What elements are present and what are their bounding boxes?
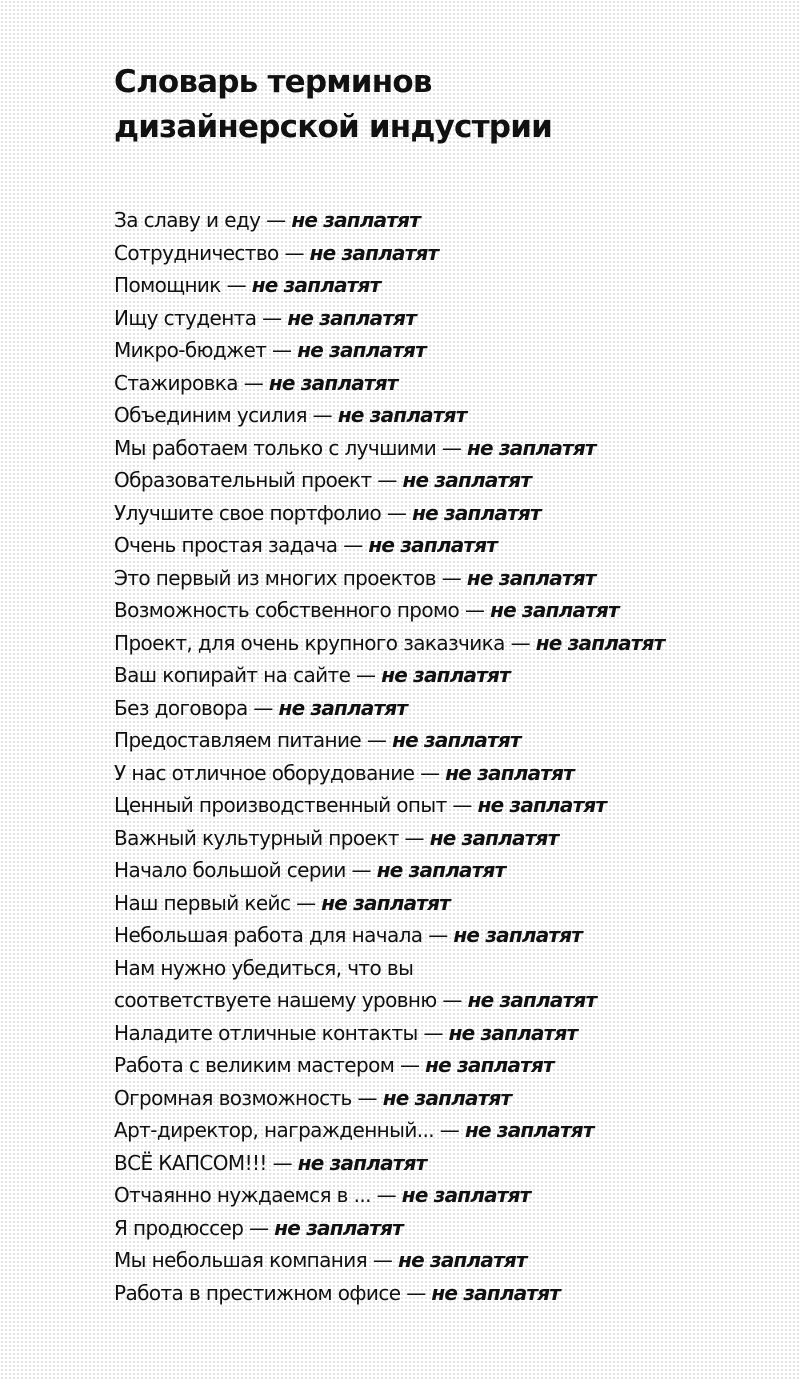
term-text: Отчаянно нуждаемся в ... [114,1183,371,1207]
em-dash: — [296,890,316,915]
term-text: Важный культурный проект [114,825,399,850]
punchline-text: не заплатят [376,858,506,882]
term-text: Наш первый кейс [114,890,291,915]
punchline-text: не заплатят [398,1248,527,1272]
term-text: Небольшая работа для начала [114,923,423,947]
em-dash: — [406,1280,426,1305]
list-item [114,594,664,627]
em-dash: — [399,1053,420,1077]
punchline-text: не заплатят [429,825,559,850]
punchline-text: не заплатят [402,468,532,492]
term-text: У нас отличное оборудование [114,760,415,785]
list-item [114,334,664,367]
title-line-1: Словарь терминов [114,64,432,100]
term-text: Наладите отличные контакты [114,1020,418,1045]
term-list [114,204,664,1309]
em-dash: — [452,793,472,817]
list-item [114,1147,664,1180]
em-dash: — [284,240,304,265]
em-dash: — [404,825,424,850]
page-title [114,60,794,150]
em-dash: — [441,565,462,590]
punchline-text: не заплатят [464,1118,594,1142]
term-text: ВСЁ КАПСОМ!!! [114,1150,267,1175]
punchline-text: не заплатят [268,370,398,395]
punchline-text: не заплатят [274,1215,403,1240]
em-dash: — [357,1085,377,1110]
em-dash: — [243,370,264,395]
term-text: Объединим усилия [114,403,307,427]
list-item [114,887,664,920]
em-dash: — [377,468,397,492]
term-text: Ваш копирайт на сайте [114,663,351,687]
em-dash: — [386,500,407,525]
punchline-text: не заплатят [445,760,574,785]
punchline-text: не заплатят [448,1020,578,1045]
punchline-text: не заплатят [278,695,408,720]
list-item [114,1082,664,1115]
glossary-page [114,60,794,1305]
em-dash: — [343,533,363,557]
term-text: Арт-директор, награжденный... [114,1118,435,1142]
list-item [114,627,664,660]
punchline-text: не заплатят [401,1183,531,1207]
term-text: Очень простая задача [114,533,338,557]
list-item [114,822,664,855]
term-text: Мы работаем только с лучшими [114,435,437,460]
em-dash: — [439,1118,460,1142]
list-item [114,1244,664,1277]
punchline-text: не заплатят [431,1280,561,1305]
list-item [114,302,664,335]
term-text: Предоставляем питание [114,728,362,752]
term-text: Работа с великим мастером [114,1053,395,1077]
term-text: Возможность собственного промо [114,598,460,622]
term-text: Без договора [114,695,248,720]
list-item [114,529,664,562]
punchline-text: не заплатят [297,1150,427,1175]
term-text: Нам нужно убедиться, что вы [114,955,414,980]
list-item [114,984,664,1017]
list-item [114,919,664,952]
list-item [114,432,664,465]
term-text: Начало большой серии [114,858,346,882]
punchline-text: не заплатят [381,663,510,687]
term-text: Это первый из многих проектов [114,565,436,590]
list-item [114,1049,664,1082]
list-item [114,724,664,757]
punchline-text: не заплатят [297,338,426,362]
punchline-text: не заплатят [309,240,439,265]
em-dash: — [262,305,282,330]
punchline-text: не заплатят [467,988,597,1012]
term-text: соответствуете нашему уровню [114,988,437,1012]
punchline-text: не заплатят [453,923,583,947]
list-item [114,399,664,432]
list-item [114,367,664,400]
list-item [114,1179,664,1212]
em-dash: — [356,663,376,687]
term-text: Я продюссер [114,1215,244,1240]
em-dash: — [312,403,333,427]
em-dash: — [253,695,273,720]
list-item [114,1277,664,1310]
em-dash: — [510,630,530,655]
term-text: Ищу студента [114,305,257,330]
list-item [114,204,664,237]
list-item [114,659,664,692]
punchline-text: не заплатят [287,305,416,330]
list-item [114,1212,664,1245]
em-dash: — [428,923,448,947]
punchline-text: не заплатят [535,630,665,655]
list-item [114,854,664,887]
em-dash: — [226,273,246,297]
list-item [114,952,664,985]
em-dash: — [420,760,440,785]
punchline-text: не заплатят [412,500,541,525]
term-text: Стажировка [114,370,238,395]
term-text: Улучшите свое портфолио [114,500,382,525]
em-dash: — [376,1183,397,1207]
term-text: Проект, для очень крупного заказчика [114,630,505,655]
punchline-text: не заплатят [467,435,596,460]
em-dash: — [464,598,485,622]
em-dash: — [351,858,371,882]
punchline-text: не заплатят [392,728,521,752]
list-item [114,562,664,595]
list-item [114,237,664,270]
em-dash: — [266,208,286,232]
punchline-text: не заплатят [337,403,467,427]
em-dash: — [423,1020,443,1045]
list-item [114,757,664,790]
punchline-text: не заплатят [321,890,450,915]
punchline-text: не заплатят [425,1053,554,1077]
list-item [114,464,664,497]
term-text: Работа в престижном офисе [114,1280,401,1305]
term-text: Сотрудничество [114,240,279,265]
term-text: Мы небольшая компания [114,1248,368,1272]
em-dash: — [372,1248,393,1272]
term-text: За славу и еду [114,208,261,232]
punchline-text: не заплатят [466,565,596,590]
list-item [114,789,664,822]
em-dash: — [442,988,462,1012]
list-item [114,269,664,302]
em-dash: — [272,338,292,362]
list-item [114,1114,664,1147]
em-dash: — [249,1215,269,1240]
em-dash: — [366,728,387,752]
punchline-text: не заплатят [477,793,607,817]
em-dash: — [441,435,462,460]
punchline-text: не заплатят [251,273,381,297]
term-text: Огромная возможность [114,1085,352,1110]
em-dash: — [272,1150,292,1175]
list-item [114,497,664,530]
term-text: Образовательный проект [114,468,372,492]
term-text: Ценный производственный опыт [114,793,447,817]
punchline-text: не заплатят [490,598,619,622]
list-item [114,1017,664,1050]
punchline-text: не заплатят [291,208,420,232]
term-text: Помощник [114,273,221,297]
list-item [114,692,664,725]
punchline-text: не заплатят [382,1085,512,1110]
term-text: Микро-бюджет [114,338,267,362]
punchline-text: не заплатят [368,533,498,557]
title-line-2: дизайнерской индустрии [114,109,553,145]
